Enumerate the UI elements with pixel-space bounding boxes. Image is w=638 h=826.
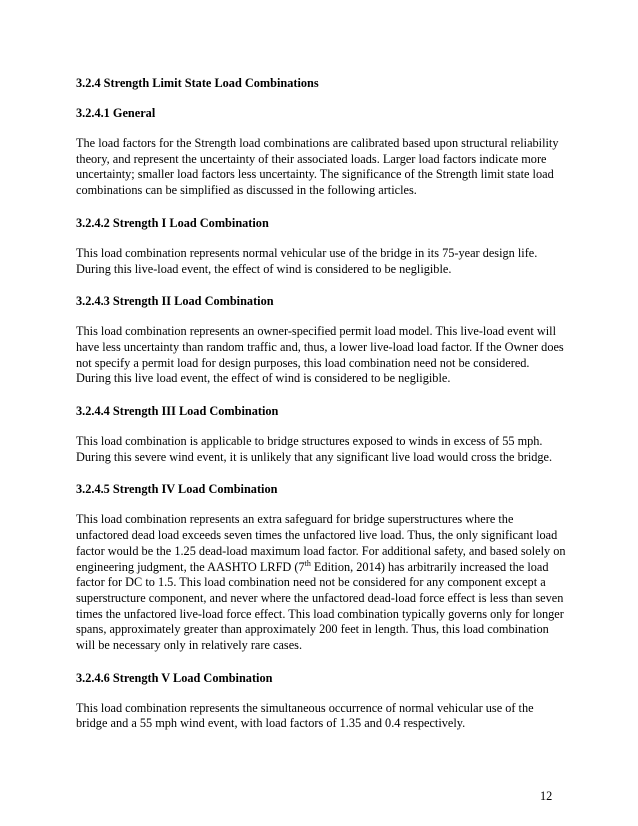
document-page bbox=[76, 76, 566, 749]
paragraph-strength-iv-part-1: This load combination represents an extra safeguard for bridge superstructures where the unfactored dead load exceeds seven times the unfactored live load. Thus, the only significant load factor would be the 1.25 dead-load maximum load factor. For additional safety, and based solely on engineering judgment, the AASHTO LRFD (7 bbox=[76, 512, 566, 574]
superscript-th: th bbox=[304, 558, 311, 568]
heading-strength-v: 3.2.4.6 Strength V Load Combination bbox=[76, 670, 273, 685]
paragraph-strength-iv-part-2: Edition, 2014) has arbitrarily increased the load factor for DC to 1.5. This load combination need not be considered for any component except a superstructure component, and never where the unfactored dead-load force effect is less than seven times the unfactored live-load force effect. This load combination typically governs only for longer spans, approximately greater than approximately 200 feet in length. Thus, this load combination will be necessary only in relatively rare cases. bbox=[76, 559, 564, 653]
heading-strength-ii: 3.2.4.3 Strength II Load Combination bbox=[76, 294, 274, 309]
page-number: 12 bbox=[540, 789, 553, 803]
paragraph-strength-iv bbox=[76, 512, 566, 653]
paragraph-strength-i: This load combination represents normal vehicular use of the bridge in its 75-year design life. During this live-load event, the effect of wind is considered to be negligible. bbox=[76, 245, 538, 276]
heading-general: 3.2.4.1 General bbox=[76, 106, 156, 120]
heading-strength-iii: 3.2.4.4 Strength III Load Combination bbox=[76, 404, 279, 419]
paragraph-strength-iii: This load combination is applicable to bridge structures exposed to winds in excess of 55 mph. During this severe wind event, it is unlikely that any significant live load would cross the bridge. bbox=[76, 434, 553, 464]
section-title: 3.2.4 Strength Limit State Load Combinations bbox=[76, 76, 319, 90]
paragraph-strength-v: This load combination represents the simultaneous occurrence of normal vehicular use of the bridge and a 55 mph wind event, with load factors of 1.35 and 0.4 respectively. bbox=[76, 700, 534, 731]
heading-strength-i: 3.2.4.2 Strength I Load Combination bbox=[76, 215, 269, 230]
paragraph-general: The load factors for the Strength load combinations are calibrated based upon structural reliability theory, and represent the uncertainty of their associated loads. Larger load factors indicate more uncertainty; smaller load factors less uncertainty. The significance of the Strength limit state load combinations can be simplified as discussed in the following articles. bbox=[76, 136, 559, 198]
paragraph-strength-ii: This load combination represents an owner-specified permit load model. This live-load event will have less uncertainty than random traffic and, thus, a lower live-load load factor. If the Owner does not specify a permit load for design purposes, this load combination need not be considered. During this live load event, the effect of wind is considered to be negligible. bbox=[76, 324, 564, 386]
heading-strength-iv: 3.2.4.5 Strength IV Load Combination bbox=[76, 482, 278, 497]
